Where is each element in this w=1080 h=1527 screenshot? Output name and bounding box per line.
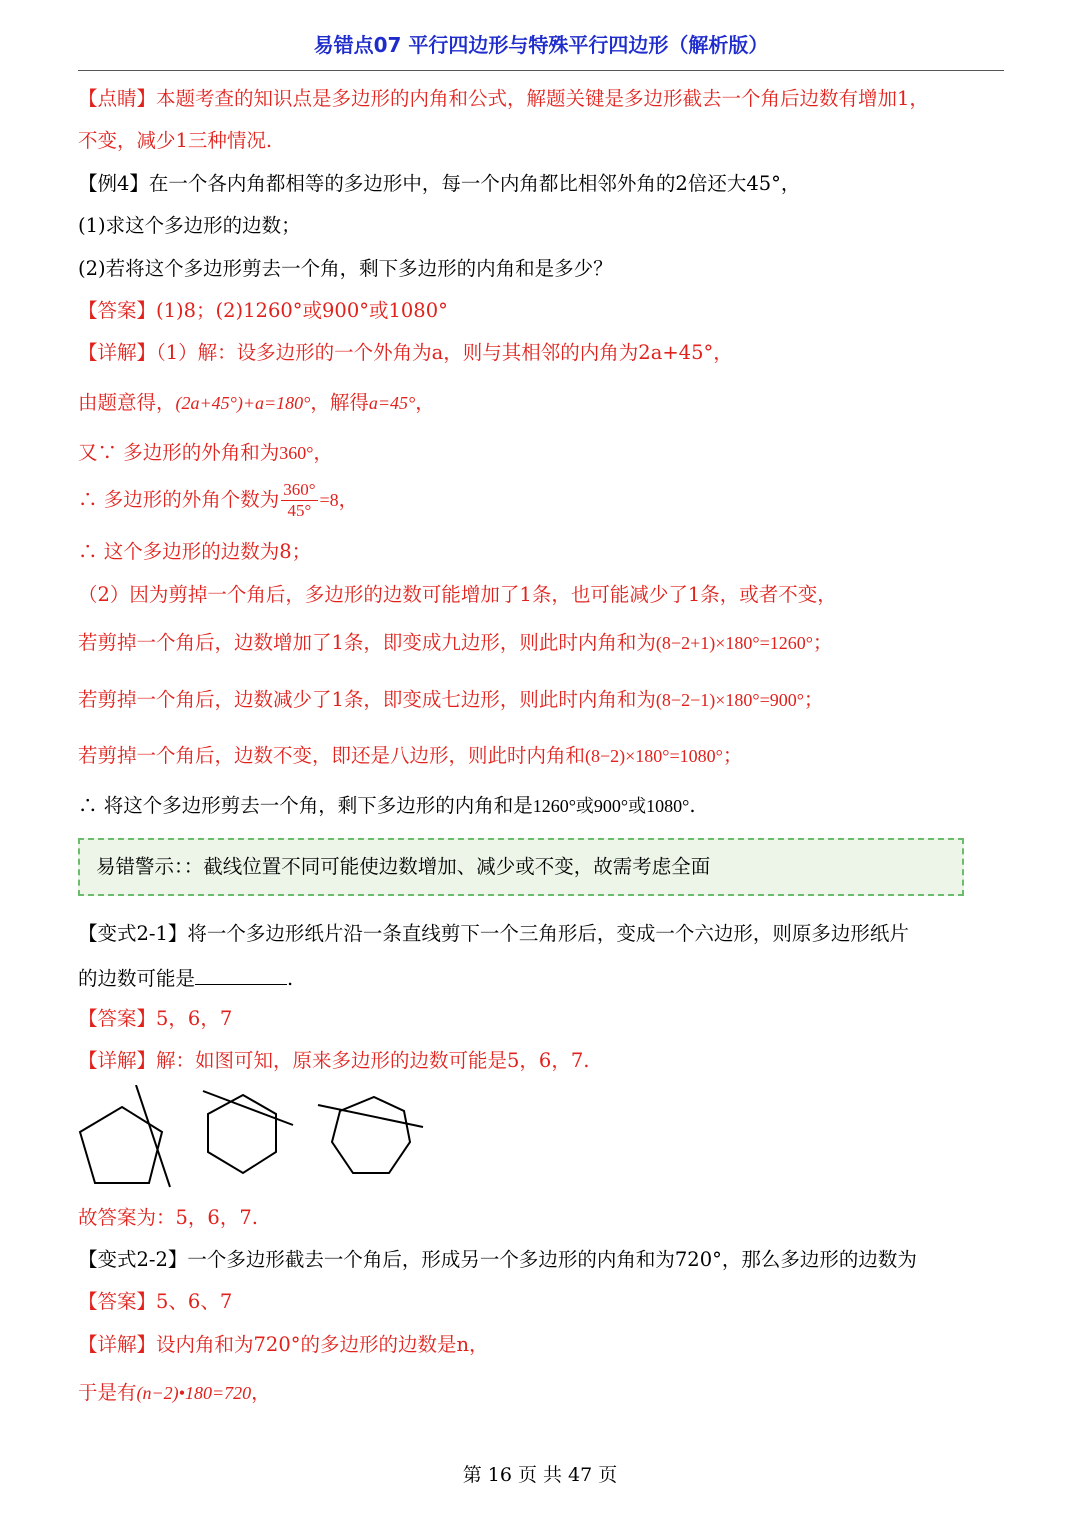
variant21-conclusion: 故答案为：5，6，7. xyxy=(78,1206,258,1229)
example4-step-5: ∴ 这个多边形的边数为8； xyxy=(78,540,312,563)
pentagon-shape xyxy=(80,1107,162,1183)
variant22-step-2: 于是有(n−2)•180=720， xyxy=(78,1381,271,1404)
example4-step-10: ∴ 将这个多边形剪去一个角，剩下多边形的内角和是1260°或900°或1080°. xyxy=(78,794,696,817)
step-1-text: （1）解：设多边形的一个外角为a，则与其相邻的内角为2a+45°， xyxy=(156,341,733,364)
example4-answer: 【答案】(1)8；(2)1260°或900°或1080° xyxy=(78,299,448,322)
variant22-detail: 【详解】设内角和为720°的多边形的边数是n， xyxy=(78,1333,489,1356)
heptagon-shape xyxy=(332,1097,410,1173)
example4-question-3: (2)若将这个多边形剪去一个角，剩下多边形的内角和是多少？ xyxy=(78,257,613,280)
variant22-answer: 【答案】5、6、7 xyxy=(78,1290,233,1313)
hexagon-cut-line xyxy=(203,1091,293,1125)
equation: (2a+45°)+a=180° xyxy=(175,393,311,413)
equation: 1260°或900°或1080° xyxy=(532,796,690,816)
equation: (8−2)×180°=1080° xyxy=(585,746,723,766)
heptagon-cut-line xyxy=(318,1105,423,1127)
equation: (n−2)•180=720 xyxy=(136,1383,252,1403)
intro-line-1: 【点睛】本题考查的知识点是多边形的内角和公式，解题关键是多边形截去一个角后边数有增加1， xyxy=(78,87,929,110)
equation: a=45° xyxy=(368,393,416,413)
example4-step-4: ∴ 多边形的外角个数为 $\frac{360^\circ}{45^\circ}$ =8， xyxy=(78,480,359,520)
pentagon-cut-line xyxy=(136,1085,170,1187)
error-warning-box: 易错警示：：截线位置不同可能使边数增加、减少或不变，故需考虑全面 xyxy=(78,838,964,896)
example4-step-2: 由题意得，(2a+45°)+a=180°，解得a=45°， xyxy=(78,391,435,414)
example4-step-8: 若剪掉一个角后，边数减少了1条，即变成七边形，则此时内角和为(8−2−1)×180°=900°； xyxy=(78,688,824,711)
polygon-cut-figure xyxy=(78,1085,438,1195)
variant22-question: 【变式2-2】一个多边形截去一个角后，形成另一个多边形的内角和为720°，那么多边形的边数为 xyxy=(78,1248,917,1271)
variant21-detail: 【详解】解：如图可知，原来多边形的边数可能是5，6，7. xyxy=(78,1049,590,1072)
example4-step-7: 若剪掉一个角后，边数增加了1条，即变成九边形，则此时内角和为(8−2+1)×180°=1260°； xyxy=(78,631,833,654)
variant21-answer: 【答案】5，6，7 xyxy=(78,1007,233,1030)
page-header-title: 易错点07 平行四边形与特殊平行四边形（解析版） xyxy=(78,30,1004,71)
example4-step-3: 又∵ 多边形的外角和为360°， xyxy=(78,441,333,464)
example4-step-6: （2）因为剪掉一个角后，多边形的边数可能增加了1条，也可能减少了1条，或者不变， xyxy=(78,583,837,606)
equation: (8−2−1)×180°=900° xyxy=(655,690,804,710)
intro-line-2: 不变，减少1三种情况. xyxy=(78,129,273,152)
variant21-question-1: 【变式2-1】将一个多边形纸片沿一条直线剪下一个三角形后，变成一个六边形，则原多边形纸片 xyxy=(78,922,909,945)
answer-blank xyxy=(195,962,287,985)
example4-step-9: 若剪掉一个角后，边数不变，即还是八边形，则此时内角和(8−2)×180°=1080°； xyxy=(78,744,743,767)
fraction: $\frac{360^\circ}{45^\circ}$ xyxy=(283,480,316,520)
page-footer: 第 16 页 共 47 页 xyxy=(462,1464,618,1486)
example4-question-2: (1)求这个多边形的边数； xyxy=(78,214,301,237)
equation: (8−2+1)×180°=1260° xyxy=(655,633,813,653)
example4-question-1: 【例4】在一个各内角都相等的多边形中，每一个内角都比相邻外角的2倍还大45°， xyxy=(78,172,801,195)
example4-step-1 xyxy=(78,338,1008,368)
variant21-question-2: 的边数可能是 . xyxy=(78,962,1008,994)
detail-tag: 【详解】 xyxy=(78,341,157,364)
